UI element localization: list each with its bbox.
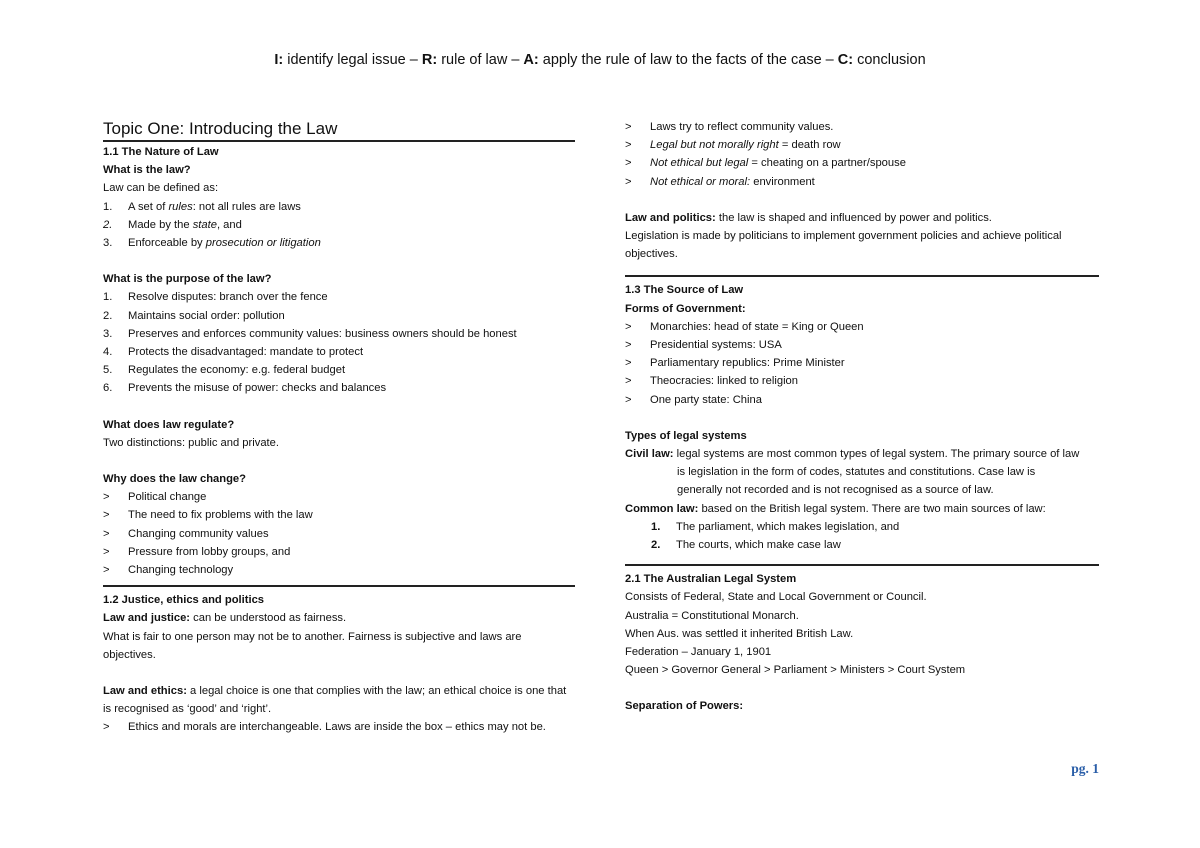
paragraph: Law and justice: can be understood as fairness. (103, 612, 347, 625)
paragraph: Federation – January 1, 1901 (625, 646, 772, 659)
question-heading: What is the purpose of the law? (103, 273, 272, 286)
page-title: I: identify legal issue – R: rule of law – A: apply the rule of law to the facts of the case – C: conclusion (274, 52, 926, 68)
list-item: > Legal but not morally right = death row (625, 139, 841, 152)
list-item: > Monarchies: head of state = King or Queen (625, 320, 864, 333)
section-2-1-heading: 2.1 The Australian Legal System (625, 564, 1099, 588)
list-item: 4. Protects the disadvantaged: mandate to protect (103, 346, 364, 359)
list-item: > One party state: China (625, 393, 762, 406)
question-heading: What does law regulate? (103, 418, 235, 431)
list-item: 2. The courts, which make case law (651, 539, 841, 552)
list-item: 1. The parliament, which makes legislation, and (651, 520, 900, 533)
topic-heading: Topic One: Introducing the Law (103, 118, 575, 142)
list-item: > Parliamentary republics: Prime Minister (625, 357, 845, 370)
list-item: 2. Made by the state, and (103, 218, 242, 231)
list-item: > Ethics and morals are interchangeable. Laws are inside the box – ethics may not be. (103, 721, 546, 734)
paragraph: Legislation is made by politicians to implement government policies and achieve political objectives. (625, 230, 1062, 261)
list-item: 6. Prevents the misuse of power: checks and balances (103, 382, 387, 395)
paragraph: Consists of Federal, State and Local Government or Council. (625, 591, 927, 604)
subheading: Separation of Powers: (625, 700, 744, 713)
paragraph: Australia = Constitutional Monarch. (625, 609, 799, 622)
list-item: 2. Maintains social order: pollution (103, 309, 285, 322)
paragraph: When Aus. was settled it inherited British Law. (625, 627, 854, 640)
list-item: 1. Resolve disputes: branch over the fence (103, 291, 328, 304)
paragraph: Queen > Governor General > Parliament > Ministers > Court System (625, 664, 966, 677)
right-column (625, 118, 1099, 716)
paragraph: is legislation in the form of codes, statutes and constitutions. Case law is (677, 466, 1036, 479)
list-item: > Pressure from lobby groups, and (103, 545, 291, 558)
paragraph: Civil law: legal systems are most common types of legal system. The primary source of law (625, 448, 1080, 461)
subheading: Types of legal systems (625, 429, 747, 442)
page-number: pg. 1 (1071, 761, 1099, 776)
list-item: > Theocracies: linked to religion (625, 375, 798, 388)
list-item: > Political change (103, 491, 207, 504)
section-1-2-heading: 1.2 Justice, ethics and politics (103, 585, 575, 609)
list-item: 3. Enforceable by prosecution or litigation (103, 237, 321, 250)
list-item: > Changing technology (103, 564, 234, 577)
list-item: 3. Preserves and enforces community values: business owners should be honest (103, 327, 517, 340)
left-column (103, 118, 575, 737)
paragraph: Law can be defined as: (103, 182, 219, 195)
section-1-1-heading: 1.1 The Nature of Law (103, 146, 219, 158)
question-heading: Why does the law change? (103, 473, 246, 486)
list-item: > Changing community values (103, 527, 269, 540)
question-heading: What is the law? (103, 164, 191, 177)
list-item: > The need to fix problems with the law (103, 509, 313, 522)
list-item: > Not ethical but legal = cheating on a partner/spouse (625, 157, 906, 170)
paragraph: Law and politics: the law is shaped and influenced by power and politics. (625, 211, 992, 224)
paragraph: generally not recorded and is not recognised as a source of law. (677, 484, 994, 497)
paragraph: Law and ethics: a legal choice is one that complies with the law; an ethical choice is one that is recognised as ‘good’ and ‘right’. (103, 685, 567, 716)
list-item: > Not ethical or moral: environment (625, 175, 815, 188)
subheading: Forms of Government: (625, 302, 746, 315)
list-item: > Laws try to reflect community values. (625, 121, 834, 133)
paragraph: What is fair to one person may not be to another. Fairness is subjective and laws are objectives. (103, 630, 522, 661)
paragraph: Two distinctions: public and private. (103, 436, 279, 449)
paragraph: Common law: based on the British legal system. There are two main sources of law: (625, 502, 1046, 515)
list-item: 1. A set of rules: not all rules are laws (103, 200, 301, 213)
section-1-3-heading: 1.3 The Source of Law (625, 275, 1099, 299)
list-item: 5. Regulates the economy: e.g. federal budget (103, 364, 346, 377)
list-item: > Presidential systems: USA (625, 339, 782, 352)
